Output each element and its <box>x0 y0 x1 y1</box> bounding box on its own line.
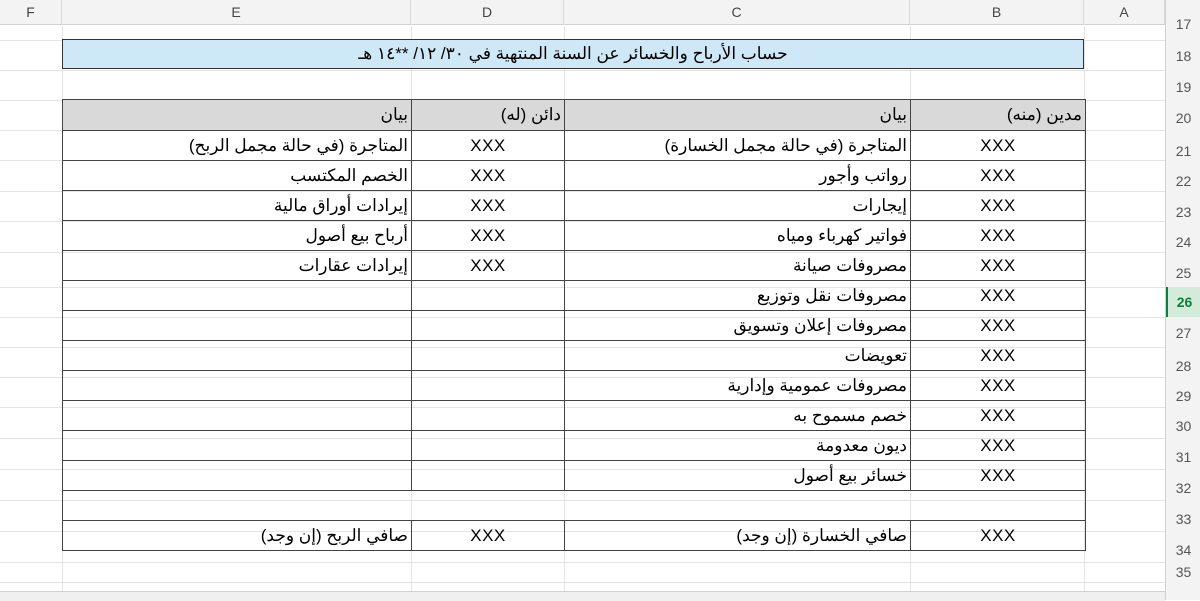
debit-description-cell[interactable]: ديون معدومة <box>565 431 911 461</box>
empty-cell[interactable] <box>412 491 565 521</box>
table-row <box>63 371 1086 401</box>
column-header-a[interactable]: A <box>1084 0 1165 24</box>
debit-amount-cell[interactable]: XXX <box>911 161 1086 191</box>
credit-amount-cell[interactable] <box>412 371 565 401</box>
debit-description-cell[interactable]: تعويضات <box>565 341 911 371</box>
empty-cell[interactable] <box>565 491 911 521</box>
credit-amount-cell[interactable] <box>412 281 565 311</box>
row-number[interactable]: 20 <box>1175 110 1192 126</box>
column-header-c[interactable]: C <box>564 0 910 24</box>
debit-description-cell[interactable]: فواتير كهرباء ومياه <box>565 221 911 251</box>
column-header-b[interactable]: B <box>910 0 1084 24</box>
row-number[interactable]: 23 <box>1175 204 1192 220</box>
statement-title[interactable]: حساب الأرباح والخسائر عن السنة المنتهية في ٣٠/ ١٢/ **١٤ هـ <box>62 39 1084 69</box>
row-number[interactable]: 30 <box>1175 418 1192 434</box>
table-row <box>63 401 1086 431</box>
totals-row <box>63 521 1086 551</box>
credit-amount-cell[interactable]: XXX <box>412 161 565 191</box>
empty-cell[interactable] <box>911 491 1086 521</box>
debit-description-cell[interactable]: إيجارات <box>565 191 911 221</box>
column-header-bar <box>0 0 1200 25</box>
row-number[interactable]: 18 <box>1175 48 1192 64</box>
table-row <box>63 311 1086 341</box>
row-header-bar <box>1165 0 1200 600</box>
net-loss-label[interactable]: صافي الخسارة (إن وجد) <box>565 521 911 551</box>
table-row <box>63 341 1086 371</box>
debit-description-cell[interactable]: مصروفات صيانة <box>565 251 911 281</box>
debit-amount-cell[interactable]: XXX <box>911 221 1086 251</box>
debit-description-cell[interactable]: مصروفات إعلان وتسويق <box>565 311 911 341</box>
empty-cell[interactable] <box>63 491 412 521</box>
debit-amount-cell[interactable]: XXX <box>911 341 1086 371</box>
credit-amount-cell[interactable] <box>412 431 565 461</box>
debit-amount-cell[interactable]: XXX <box>911 311 1086 341</box>
row-number[interactable]: 34 <box>1175 542 1192 558</box>
debit-description-cell[interactable]: خسائر بيع أصول <box>565 461 911 491</box>
row-number[interactable]: 25 <box>1175 265 1192 281</box>
debit-description-cell[interactable]: مصروفات نقل وتوزيع <box>565 281 911 311</box>
row-number[interactable]: 29 <box>1175 388 1192 404</box>
credit-description-cell[interactable] <box>63 401 412 431</box>
column-header-e[interactable]: E <box>62 0 411 24</box>
blank-row <box>63 491 1086 521</box>
credit-description-cell[interactable] <box>63 281 412 311</box>
debit-amount-cell[interactable]: XXX <box>911 251 1086 281</box>
credit-amount-cell[interactable]: XXX <box>412 251 565 281</box>
row-number[interactable]: 19 <box>1175 79 1192 95</box>
table-row <box>63 191 1086 221</box>
row-number[interactable]: 24 <box>1175 234 1192 250</box>
net-profit-amount[interactable]: XXX <box>412 521 565 551</box>
table-row <box>63 431 1086 461</box>
credit-amount-cell[interactable]: XXX <box>412 131 565 161</box>
column-header-f[interactable]: F <box>0 0 62 24</box>
row-number[interactable]: 17 <box>1175 16 1192 32</box>
row-number[interactable]: 32 <box>1175 480 1192 496</box>
credit-amount-cell[interactable] <box>412 461 565 491</box>
table-row <box>63 281 1086 311</box>
table-row <box>63 161 1086 191</box>
debit-amount-cell[interactable]: XXX <box>911 191 1086 221</box>
credit-description-cell[interactable] <box>63 431 412 461</box>
credit-description-cell[interactable]: إيرادات عقارات <box>63 251 412 281</box>
table-row <box>63 221 1086 251</box>
table-row <box>63 251 1086 281</box>
debit-description-cell[interactable]: خصم مسموح به <box>565 401 911 431</box>
header-debit[interactable]: مدين (منه) <box>911 100 1086 131</box>
credit-description-cell[interactable] <box>63 371 412 401</box>
net-profit-label[interactable]: صافي الربح (إن وجد) <box>63 521 412 551</box>
credit-description-cell[interactable]: أرباح بيع أصول <box>63 221 412 251</box>
credit-amount-cell[interactable] <box>412 341 565 371</box>
table-header-row <box>63 100 1086 131</box>
debit-description-cell[interactable]: مصروفات عمومية وإدارية <box>565 371 911 401</box>
debit-amount-cell[interactable]: XXX <box>911 131 1086 161</box>
row-number[interactable]: 21 <box>1175 143 1192 159</box>
debit-amount-cell[interactable]: XXX <box>911 281 1086 311</box>
credit-description-cell[interactable]: الخصم المكتسب <box>63 161 412 191</box>
debit-amount-cell[interactable]: XXX <box>911 431 1086 461</box>
debit-amount-cell[interactable]: XXX <box>911 401 1086 431</box>
row-number[interactable]: 35 <box>1175 564 1192 580</box>
credit-amount-cell[interactable]: XXX <box>412 221 565 251</box>
table-row <box>63 461 1086 491</box>
debit-amount-cell[interactable]: XXX <box>911 461 1086 491</box>
credit-amount-cell[interactable]: XXX <box>412 191 565 221</box>
row-number[interactable]: 27 <box>1175 325 1192 341</box>
header-debit-description[interactable]: بيان <box>565 100 911 131</box>
net-loss-amount[interactable]: XXX <box>911 521 1086 551</box>
credit-description-cell[interactable] <box>63 461 412 491</box>
debit-description-cell[interactable]: رواتب وأجور <box>565 161 911 191</box>
table-row <box>63 131 1086 161</box>
column-header-d[interactable]: D <box>411 0 564 24</box>
row-number-active[interactable]: 26 <box>1166 287 1200 317</box>
credit-amount-cell[interactable] <box>412 401 565 431</box>
row-number[interactable]: 31 <box>1175 449 1192 465</box>
row-number[interactable]: 28 <box>1175 358 1192 374</box>
credit-description-cell[interactable]: المتاجرة (في حالة مجمل الربح) <box>63 131 412 161</box>
debit-amount-cell[interactable]: XXX <box>911 371 1086 401</box>
credit-description-cell[interactable] <box>63 311 412 341</box>
credit-description-cell[interactable]: إيرادات أوراق مالية <box>63 191 412 221</box>
profit-loss-table <box>62 99 1086 551</box>
debit-description-cell[interactable]: المتاجرة (في حالة مجمل الخسارة) <box>565 131 911 161</box>
header-credit-description[interactable]: بيان <box>63 100 412 131</box>
row-number[interactable]: 33 <box>1175 511 1192 527</box>
credit-description-cell[interactable] <box>63 341 412 371</box>
row-number[interactable]: 22 <box>1175 173 1192 189</box>
header-credit[interactable]: دائن (له) <box>412 100 565 131</box>
credit-amount-cell[interactable] <box>412 311 565 341</box>
